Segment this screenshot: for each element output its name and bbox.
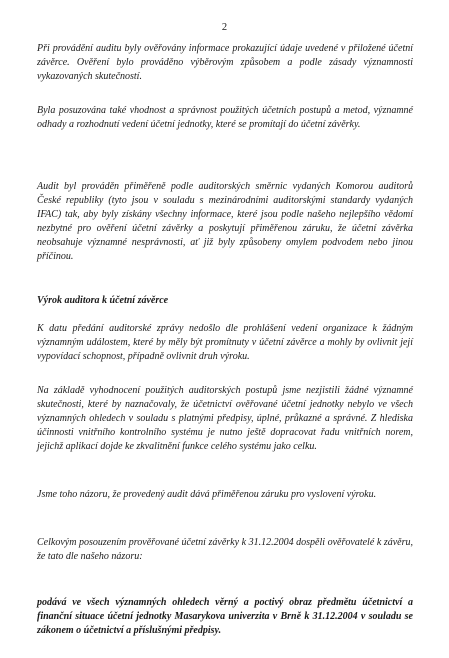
- paragraph-overall-assessment: Celkovým posouzením prověřované účetní závěrky k 31.12.2004 dospěli ověřovatelé k závěru, že tato dle našeho názoru:: [37, 537, 413, 562]
- paragraph-reasonable-assurance: Jsme toho názoru, že provedený audit dává přiměřenou záruku pro vyslovení výroku.: [37, 489, 377, 500]
- paragraph-audit-standards: Audit byl prováděn přiměřeně podle auditorských směrnic vydaných Komorou auditorů České republiky (tyto jsou v souladu s mezinárodními auditorskými standardy vydaných IFAC) tak, aby byly získány všechny informace, které jsou podle našeho nejlepšího vědomí nezbytné pro ověření účetní závěrky a poskytují přiměřenou záruku, že účetní závěrka neobsahuje významné nesprávnosti, ať již byly způsobeny omylem podvodem nebo jinou příčinou.: [37, 181, 413, 262]
- section-heading-auditor-opinion: Výrok auditora k účetní závěrce: [37, 295, 169, 306]
- paragraph-accounting-methods: Byla posuzována také vhodnost a správnost použitých účetních postupů a metod, významné odhady a rozhodnutí vedení účetní jednotky, které se promítají do účetní závěrky.: [37, 105, 413, 130]
- opinion-statement: podává ve všech významných ohledech věrný a poctivý obraz předmětu účetnictví a finanční situace účetní jednotky Masarykova univerzita v Brně k 31.12.2004 v souladu se zákonem o účetnictví a příslušnými předpisy.: [37, 597, 413, 636]
- page-number: 2: [221, 22, 228, 33]
- paragraph-audit-verification: Při provádění auditu byly ověřovány informace prokazující údaje uvedené v přiložené účetní závěrce. Ověření bylo prováděno výběrovým způsobem a podle zásady významnosti vykazovaných skutečností.: [37, 43, 413, 82]
- paragraph-findings: Na základě vyhodnocení použitých auditorských postupů jsme nezjistili žádné významné skutečnosti, které by naznačovaly, že účetnictví ověřované účetní jednotky nebylo ve všech významných ohledech v souladu s platnými předpisy, úplné, průkazné a správné. Z hlediska účinnosti vnitřního kontrolního systému je nutno ještě dopracovat řadu vnitřních norem, jejichž aplikací dojde ke zkvalitnění funkce celého systému jako celku.: [37, 385, 413, 452]
- paragraph-subsequent-events: K datu předání auditorské zprávy nedošlo dle prohlášení vedení organizace k žádným významným událostem, které by měly být promítnuty v účetní závěrce a mohly by ovlivnit její vypovídací schopnost, případně ovlivnit druh výroku.: [37, 323, 413, 362]
